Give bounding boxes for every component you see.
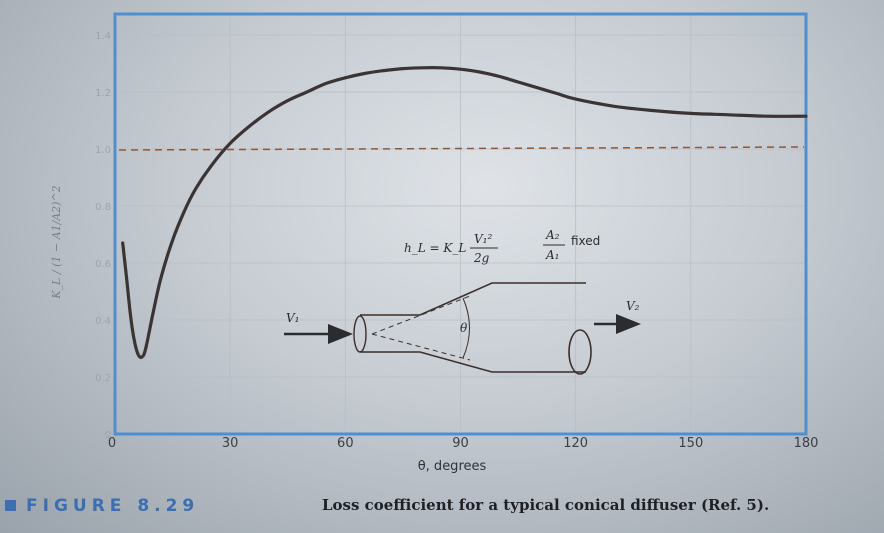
x-ticks (108, 436, 819, 451)
y-tick-label: 0.6 (95, 259, 111, 270)
x-tick-label: 180 (793, 436, 819, 451)
y-tick-label: 0.2 (95, 373, 111, 384)
ratio-denominator: A₁ (546, 248, 560, 262)
reference-line (119, 147, 804, 150)
ratio-numerator: A₂ (546, 228, 560, 242)
y-tick-label: 1.0 (95, 145, 111, 156)
y-ticks (95, 31, 111, 441)
caption-square-icon (5, 500, 16, 511)
diffuser-bottom-wall (360, 352, 586, 372)
y-tick-label: 0 (104, 430, 111, 441)
x-axis-label: θ, degrees (417, 459, 487, 474)
grid-layer (115, 14, 806, 434)
x-tick-label: 0 (107, 436, 117, 451)
caption-text: Loss coefficient for a typical conical diffuser (Ref. 5). (322, 496, 770, 514)
equation-lhs: h_L = K_L (404, 241, 467, 255)
caption-figure-label: FIGURE 8.29 (26, 496, 200, 516)
y-tick-label: 1.4 (95, 31, 111, 42)
outlet-label: V₂ (626, 299, 640, 313)
inlet-ellipse (354, 316, 366, 352)
ratio-note: fixed (571, 234, 601, 248)
y-axis-label-text: K_L / (1 − A1/A2)^2 (50, 185, 63, 299)
x-tick-label: 150 (678, 436, 704, 451)
outlet-ellipse (569, 330, 591, 374)
x-tick-label: 30 (221, 436, 239, 451)
x-tick-label: 90 (452, 436, 469, 451)
equation-denominator: 2g (474, 251, 490, 265)
equation (404, 228, 600, 265)
diffuser-top-wall (360, 283, 586, 315)
angle-label: θ (460, 321, 468, 335)
y-tick-label: 1.2 (95, 88, 111, 99)
y-axis-label (50, 185, 63, 299)
y-tick-label: 0.8 (95, 202, 111, 213)
loss-curve (123, 68, 806, 358)
cone-angle-lines (372, 296, 470, 360)
x-tick-label: 60 (337, 436, 354, 451)
inlet-label: V₁ (286, 311, 300, 325)
y-tick-label: 0.4 (95, 316, 111, 327)
x-tick-label: 120 (563, 436, 589, 451)
equation-numerator: V₁² (474, 232, 493, 246)
diffuser-sketch (284, 283, 640, 374)
